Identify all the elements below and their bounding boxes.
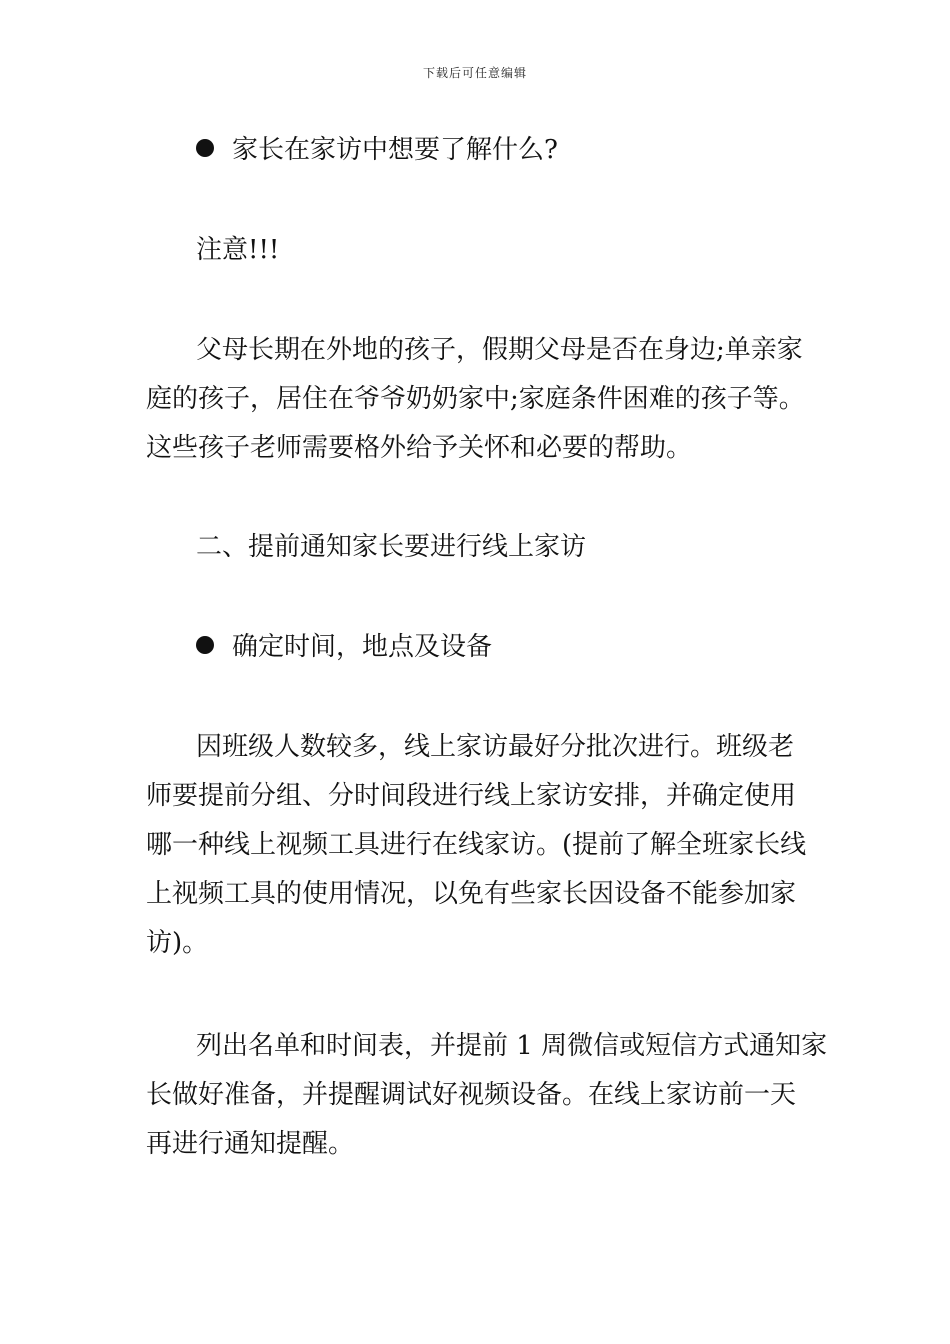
bullet-item-parents-want <box>196 125 558 175</box>
note-line: 注意!!! <box>196 235 280 265</box>
bullet-item-time-place <box>196 622 492 672</box>
bullet-dot-icon <box>196 636 214 654</box>
paragraph-line: 父母长期在外地的孩子，假期父母是否在身边;单亲家 <box>196 335 803 365</box>
paragraph-line: 列出名单和时间表，并提前 1 周微信或短信方式通知家 <box>196 1031 828 1061</box>
page-header: 下载后可任意编辑 <box>422 66 527 80</box>
bullet-dot-icon <box>196 139 214 157</box>
paragraph-line: 上视频工具的使用情况，以免有些家长因设备不能参加家 <box>146 879 797 909</box>
paragraph-line: 长做好准备，并提醒调试好视频设备。在线上家访前一天 <box>146 1080 797 1110</box>
paragraph-line: 师要提前分组、分时间段进行线上家访安排，并确定使用 <box>146 781 797 811</box>
paragraph-line: 再进行通知提醒。 <box>146 1129 355 1159</box>
paragraph-line: 庭的孩子，居住在爷爷奶奶家中;家庭条件困难的孩子等。 <box>146 384 805 414</box>
paragraph-line: 访)。 <box>146 928 209 958</box>
paragraph-line: 因班级人数较多，线上家访最好分批次进行。班级老 <box>196 732 795 762</box>
bullet-text: 家长在家访中想要了解什么? <box>232 135 558 165</box>
paragraph-line: 这些孩子老师需要格外给予关怀和必要的帮助。 <box>146 433 693 463</box>
paragraph-line: 哪一种线上视频工具进行在线家访。(提前了解全班家长线 <box>146 830 807 860</box>
bullet-text: 确定时间，地点及设备 <box>232 632 493 662</box>
section-heading: 二、提前通知家长要进行线上家访 <box>196 532 587 562</box>
